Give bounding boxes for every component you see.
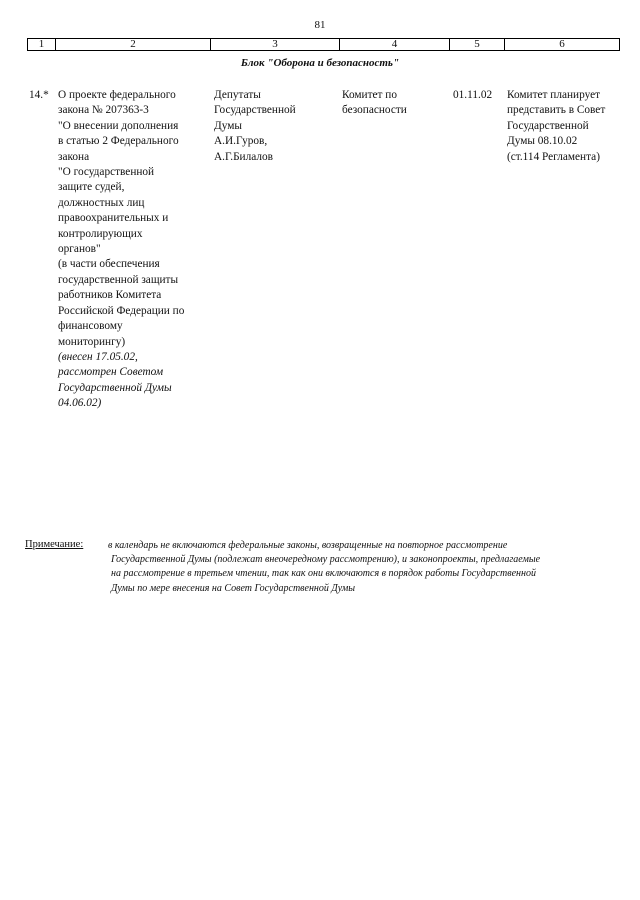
bill-title-line: правоохранительных и (58, 212, 169, 225)
bill-title-line: органов" (58, 243, 101, 256)
bill-title-line: контролирующих (58, 227, 143, 240)
bill-title-line: Государственной Думы (58, 381, 172, 394)
column-number-5: 5 (450, 39, 505, 50)
column-number-2: 2 (56, 39, 211, 50)
bill-authors-line: Депутаты (214, 89, 261, 101)
bill-authors-line: А.Г.Билалов (214, 150, 273, 163)
bill-title-line: Российской Федерации по (58, 304, 185, 317)
bill-title-line: рассмотрен Советом (58, 366, 164, 379)
column-number-3: 3 (211, 39, 340, 50)
committee-decision-line: Думы 08.10.02 (507, 135, 578, 148)
bill-title-line: мониторингу) (58, 335, 126, 348)
bill-title (58, 88, 208, 412)
responsible-committee-line: Комитет по (342, 89, 398, 101)
row-number: 14.* (29, 89, 49, 101)
responsible-committee-line: безопасности (342, 104, 407, 117)
column-number-6: 6 (559, 38, 565, 50)
note-text-line: на рассмотрение в третьем чтении, так как они включаются в порядок работы Государственной (111, 568, 536, 580)
bill-title-line: защите судей, (58, 181, 125, 194)
bill-title-line: в статью 2 Федерального (58, 135, 179, 148)
bill-title-line: О проекте федерального (58, 89, 176, 101)
bill-title-line: "О государственной (58, 166, 155, 179)
bill-authors-line: А.И.Гуров, (214, 135, 268, 148)
bill-title-line: закона № 207363-3 (58, 104, 149, 117)
bill-title-line: работников Комитета (58, 289, 162, 302)
bill-authors (214, 88, 338, 165)
note-label: Примечание: (25, 539, 84, 550)
committee-decision-line: Государственной (507, 119, 589, 132)
bill-title-line: должностных лиц (58, 196, 145, 209)
note-text-line: Государственной Думы (подлежат внеочередному рассмотрению), и законопроекты, предлагаемые (111, 554, 541, 566)
committee-decision-line: Комитет планирует (507, 89, 601, 101)
committee-decision-line: представить в Совет (507, 104, 606, 117)
bill-title-line: (внесен 17.05.02, (58, 350, 138, 363)
column-number-4: 4 (340, 39, 450, 50)
bill-title-line: (в части обеспечения (58, 258, 160, 271)
bill-authors-line: Государственной (214, 104, 296, 117)
consideration-date: 01.11.02 (453, 89, 493, 101)
responsible-committee (342, 88, 450, 119)
bill-authors-line: Думы (214, 119, 242, 132)
column-number-header (27, 38, 620, 51)
block-title: Блок "Оборона и безопасность" (240, 57, 400, 69)
note-text-line: в календарь не включаются федеральные законы, возвращенные на повторное рассмотрение (108, 540, 508, 551)
column-number-1: 1 (28, 39, 56, 50)
note-text (108, 539, 628, 596)
bill-title-line: 04.06.02) (58, 397, 102, 410)
bill-title-line: "О внесении дополнения (58, 119, 179, 132)
committee-decision (507, 88, 627, 165)
committee-decision-line: (ст.114 Регламента) (507, 150, 600, 163)
bill-title-line: государственной защиты (58, 273, 179, 286)
bill-title-line: финансовому (58, 320, 123, 333)
note-text-line: Думы по мере внесения на Совет Государственной Думы (111, 582, 356, 594)
bill-title-line: закона (58, 150, 90, 163)
page-number: 81 (314, 19, 326, 31)
